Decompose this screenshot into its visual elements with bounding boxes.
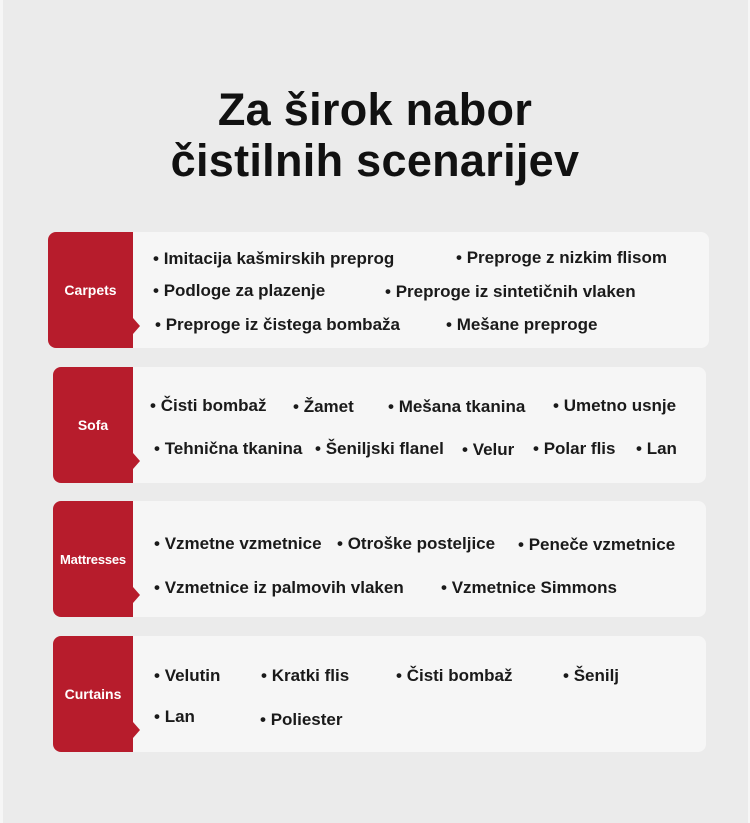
list-item: • Lan — [636, 439, 677, 459]
list-item: • Poliester — [260, 710, 343, 730]
page-title-line-1: Za širok nabor — [217, 84, 533, 135]
list-item: • Čisti bombaž — [396, 666, 512, 686]
category-card-curtains — [53, 636, 706, 752]
page-title-line-2: čistilnih scenarijev — [170, 135, 580, 186]
list-item: • Umetno usnje — [553, 396, 676, 416]
list-item: • Podloge za plazenje — [153, 281, 325, 301]
category-tab-mattresses: Mattresses — [53, 501, 133, 617]
list-item: • Vzmetne vzmetnice — [154, 534, 322, 554]
category-tab-carpets: Carpets — [48, 232, 133, 348]
list-item: • Preproge z nizkim flisom — [456, 248, 667, 268]
list-item: • Preproge iz sintetičnih vlaken — [385, 282, 636, 302]
list-item: • Imitacija kašmirskih preprog — [153, 249, 394, 269]
list-item: • Peneče vzmetnice — [518, 535, 675, 555]
list-item: • Šeniljski flanel — [315, 439, 444, 459]
list-item: • Otroške posteljice — [337, 534, 495, 554]
category-card-mattresses — [53, 501, 706, 617]
list-item: • Mešane preproge — [446, 315, 597, 335]
category-tab-sofa: Sofa — [53, 367, 133, 483]
page-title — [0, 84, 750, 186]
list-item: • Šenilj — [563, 666, 619, 686]
list-item: • Vzmetnice iz palmovih vlaken — [154, 578, 404, 598]
list-item: • Mešana tkanina — [388, 397, 525, 417]
list-item: • Kratki flis — [261, 666, 349, 686]
list-item: • Vzmetnice Simmons — [441, 578, 617, 598]
list-item: • Čisti bombaž — [150, 396, 266, 416]
list-item: • Polar flis — [533, 439, 616, 459]
list-item: • Velutin — [154, 666, 220, 686]
category-card-carpets — [48, 232, 709, 348]
list-item: • Tehnična tkanina — [154, 439, 302, 459]
list-item: • Lan — [154, 707, 195, 727]
category-tab-curtains: Curtains — [53, 636, 133, 752]
list-item: • Preproge iz čistega bombaža — [155, 315, 400, 335]
category-card-sofa — [53, 367, 706, 483]
list-item: • Žamet — [293, 397, 354, 417]
list-item: • Velur — [462, 440, 514, 460]
